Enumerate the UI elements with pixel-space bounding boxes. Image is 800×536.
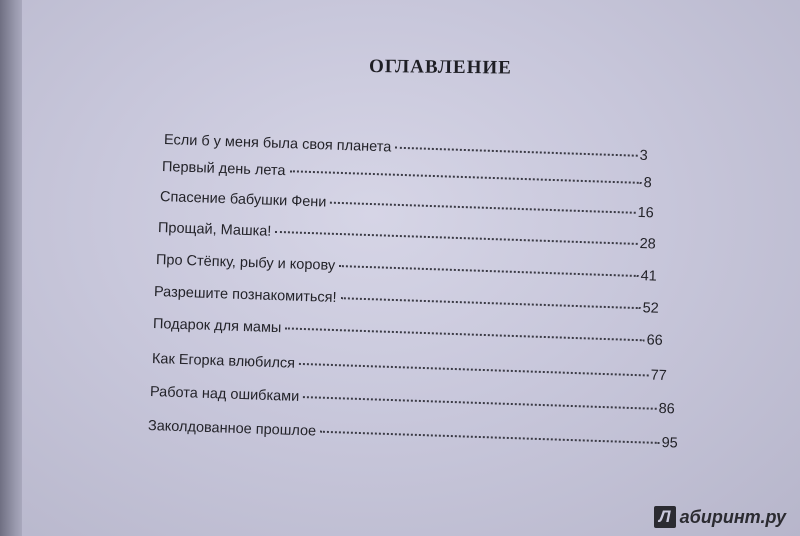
- toc-entry: [158, 220, 656, 253]
- toc-entry-title: Разрешите познакомиться!: [153, 284, 337, 307]
- dot-leader: [330, 202, 635, 214]
- toc-entry: [154, 284, 659, 317]
- toc-entry-page: 16: [637, 204, 654, 222]
- toc-entry-page: 52: [642, 300, 659, 317]
- toc-entry-page: 28: [639, 235, 656, 253]
- toc-entry-title: Прощай, Машка!: [157, 220, 272, 240]
- toc-entry-page: 41: [640, 268, 657, 285]
- toc-entry-title: Первый день лета: [161, 159, 286, 180]
- dot-leader: [289, 170, 641, 184]
- toc-entry: [160, 189, 654, 221]
- toc-entry-title: Подарок для мамы: [152, 316, 282, 337]
- toc-list: [22, 0, 800, 536]
- toc-entry-title: Работа над ошибками: [149, 384, 300, 405]
- toc-entry: [150, 384, 675, 417]
- dot-leader: [285, 327, 644, 341]
- toc-entry: [152, 351, 667, 384]
- toc-entry: [164, 132, 648, 164]
- labirint-logo-text: абиринт.ру: [679, 506, 786, 527]
- dot-leader: [395, 147, 637, 157]
- toc-entry-page: 77: [650, 367, 667, 385]
- book-page: [22, 0, 800, 536]
- dot-leader: [339, 265, 639, 277]
- toc-entry: [148, 418, 678, 452]
- toc-entry-page: 66: [646, 332, 663, 349]
- dot-leader: [320, 431, 660, 444]
- toc-entry: [153, 316, 663, 349]
- labirint-watermark: [654, 506, 786, 528]
- dot-leader: [275, 231, 637, 245]
- toc-entry: [162, 159, 652, 191]
- dot-leader: [303, 396, 656, 410]
- toc-title: ОГЛАВЛЕНИЕ: [368, 56, 512, 79]
- toc-entry-title: Про Стёпку, рыбу и корову: [155, 252, 336, 274]
- toc-entry-title: Спасение бабушки Фени: [159, 189, 327, 211]
- dot-leader: [299, 363, 649, 377]
- toc-entry-title: Как Егорка влюбился: [151, 351, 296, 372]
- toc-entry-title: Заколдованное прошлое: [147, 418, 317, 440]
- toc-entry-page: 95: [661, 435, 678, 452]
- toc-entry-title: Если б у меня была своя планета: [163, 132, 392, 156]
- labirint-logo: Л: [654, 506, 676, 528]
- toc-entry-page: 3: [639, 147, 648, 165]
- toc-entry-page: 86: [658, 400, 675, 418]
- dot-leader: [340, 297, 640, 309]
- toc-entry-page: 8: [643, 174, 652, 192]
- toc-entry: [156, 252, 657, 285]
